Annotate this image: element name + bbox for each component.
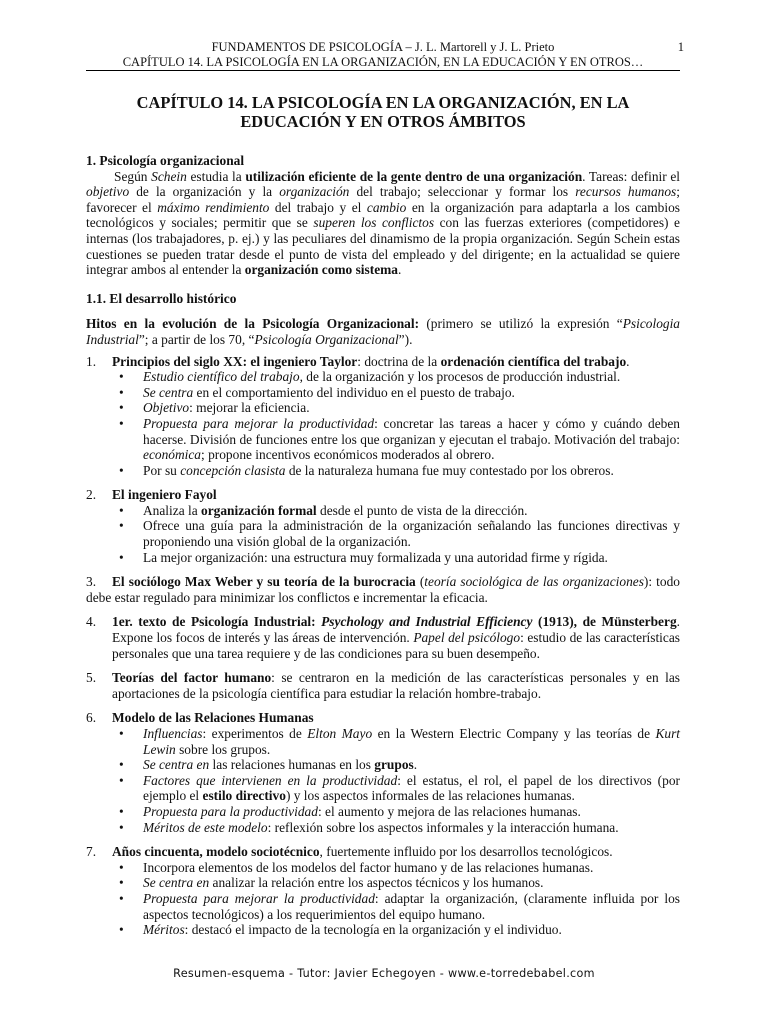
- list-item: [86, 574, 680, 605]
- document-page: [86, 40, 684, 938]
- section-heading: 1. Psicología organizacional: [86, 153, 245, 168]
- item-number: 4.: [86, 614, 97, 630]
- bullet-list: [86, 726, 680, 835]
- bullet-item: • Propuesta para la productividad: el aumento y mejora de las relaciones humanas.: [86, 804, 680, 820]
- bullet-item: • Ofrece una guía para la administración de la organización señalando las funciones directivas y proponiendo una visión global de la organización.: [86, 518, 680, 549]
- list-item: [86, 710, 680, 726]
- list-item: [86, 614, 680, 661]
- item-number: 2.: [86, 487, 97, 503]
- item-number: 6.: [86, 710, 97, 726]
- item-text: 1er. texto de Psicología Industrial: Psychology and Industrial Efficiency (1913), de Münsterberg. Expone los focos de interés y las áreas de intervención. Papel del psicólogo: estudio de las características personales que una tarea requiere y de las condiciones para su buen desempeño.: [112, 614, 680, 661]
- header-line-2: CAPÍTULO 14. LA PSICOLOGÍA EN LA ORGANIZACIÓN, EN LA EDUCACIÓN Y EN OTROS…: [122, 54, 644, 69]
- header-line-1: FUNDAMENTOS DE PSICOLOGÍA – J. L. Martorell y J. L. Prieto: [211, 40, 555, 54]
- bullet-list: [86, 369, 680, 478]
- list-item: [86, 487, 680, 503]
- header-rule: [86, 70, 680, 71]
- page-number: 1: [677, 40, 684, 54]
- bullet-item: • Se centra en las relaciones humanas en los grupos.: [86, 757, 680, 773]
- item-text: El ingeniero Fayol: [112, 487, 217, 503]
- item-number: 7.: [86, 844, 97, 860]
- chapter-title: [86, 93, 680, 131]
- subsection-heading: 1.1. El desarrollo histórico: [86, 290, 237, 306]
- item-text: Principios del siglo XX: el ingeniero Taylor: doctrina de la ordenación científica del trabajo.: [112, 353, 630, 369]
- list-item: [86, 354, 680, 370]
- list-item: [86, 844, 680, 860]
- bullet-item: • Objetivo: mejorar la eficiencia.: [86, 400, 680, 416]
- list-item: [86, 670, 680, 701]
- bullet-item: • Incorpora elementos de los modelos del factor humano y de las relaciones humanas.: [86, 860, 680, 876]
- bullet-item: • Méritos de este modelo: reflexión sobre los aspectos informales y la interacción humana.: [86, 820, 680, 836]
- bullet-item: • Estudio científico del trabajo, de la organización y los procesos de producción industrial.: [86, 369, 680, 385]
- chapter-title-line-2: EDUCACIÓN Y EN OTROS ÁMBITOS: [240, 112, 526, 131]
- page-footer: Resumen-esquema - Tutor: Javier Echegoyen - www.e-torredebabel.com: [173, 967, 595, 980]
- item-text: Años cincuenta, modelo sociotécnico, fuertemente influido por los desarrollos tecnológicos.: [112, 844, 613, 860]
- bullet-item: • Analiza la organización formal desde el punto de vista de la dirección.: [86, 503, 680, 519]
- item-number: 5.: [86, 670, 97, 686]
- bullet-item: • Factores que intervienen en la productividad: el estatus, el rol, el papel de los directivos (por ejemplo el estilo directivo) y los aspectos informales de las relaciones humanas.: [86, 773, 680, 804]
- running-header: [86, 40, 684, 69]
- bullet-item: • Propuesta para mejorar la productividad: concretar las tareas a hacer y cómo y cuándo deben hacerse. División de funciones entre los que organizan y ejecutan el trabajo. Motivación del trabajo: económica; propone incentivos económicos moderados al obrero.: [86, 416, 680, 463]
- bullet-item: • La mejor organización: una estructura muy formalizada y una autoridad firme y rígida.: [86, 550, 680, 566]
- section-paragraph: Según Schein estudia la utilización eficiente de la gente dentro de una organización. Tareas: definir el objetivo de la organización y la organización del trabajo; seleccionar y formar los recursos humanos; favorecer el máximo rendimiento del trabajo y el cambio en la organización para adaptarla a los cambios tecnológicos y sociales; permitir que se superen los conflictos con las fuerzas exteriores (competidores) e internas (los trabajadores, p. ej.) y las peculiares del dinamismo de la propia organización. Según Schein estas cuestiones se pueden tratar desde el punto de vista del empleado y del dirigente; en la actualidad se quiere integrar ambos al entender la organización como sistema.: [86, 168, 680, 278]
- bullet-item: • Se centra en el comportamiento del individuo en el puesto de trabajo.: [86, 385, 680, 401]
- item-number: 1.: [86, 353, 97, 369]
- bullet-list: [86, 503, 680, 565]
- item-text: Teorías del factor humano: se centraron en la medición de las características personales y en las aportaciones de la psicología científica para estudiar la relación hombre-trabajo.: [112, 670, 680, 701]
- bullet-item: • Propuesta para mejorar la productividad: adaptar la organización, (claramente influida por los aspectos tecnológicos) a los requerimientos del equipo humano.: [86, 891, 680, 922]
- bullet-item: • Por su concepción clasista de la naturaleza humana fue muy contestado por los obreros.: [86, 463, 680, 479]
- bullet-list: [86, 860, 680, 938]
- item-text: Modelo de las Relaciones Humanas: [112, 710, 314, 726]
- chapter-title-line-1: CAPÍTULO 14. LA PSICOLOGÍA EN LA ORGANIZACIÓN, EN LA: [136, 93, 630, 112]
- item-number: 3.: [86, 574, 97, 590]
- bullet-item: • Influencias: experimentos de Elton Mayo en la Western Electric Company y las teorías de Kurt Lewin sobre los grupos.: [86, 726, 680, 757]
- bullet-item: • Méritos: destacó el impacto de la tecnología en la organización y el individuo.: [86, 922, 680, 938]
- subsection-intro: Hitos en la evolución de la Psicología Organizacional: (primero se utilizó la expresión “Psicologia Industrial”; a partir de los 70, “Psicología Organizacional”).: [86, 316, 680, 347]
- bullet-item: • Se centra en analizar la relación entre los aspectos técnicos y los humanos.: [86, 875, 680, 891]
- item-text: El sociólogo Max Weber y su teoría de la burocracia (teoría sociológica de las organizaciones): todo debe estar regulado para minimizar los conflictos e incrementar la eficacia.: [86, 574, 680, 605]
